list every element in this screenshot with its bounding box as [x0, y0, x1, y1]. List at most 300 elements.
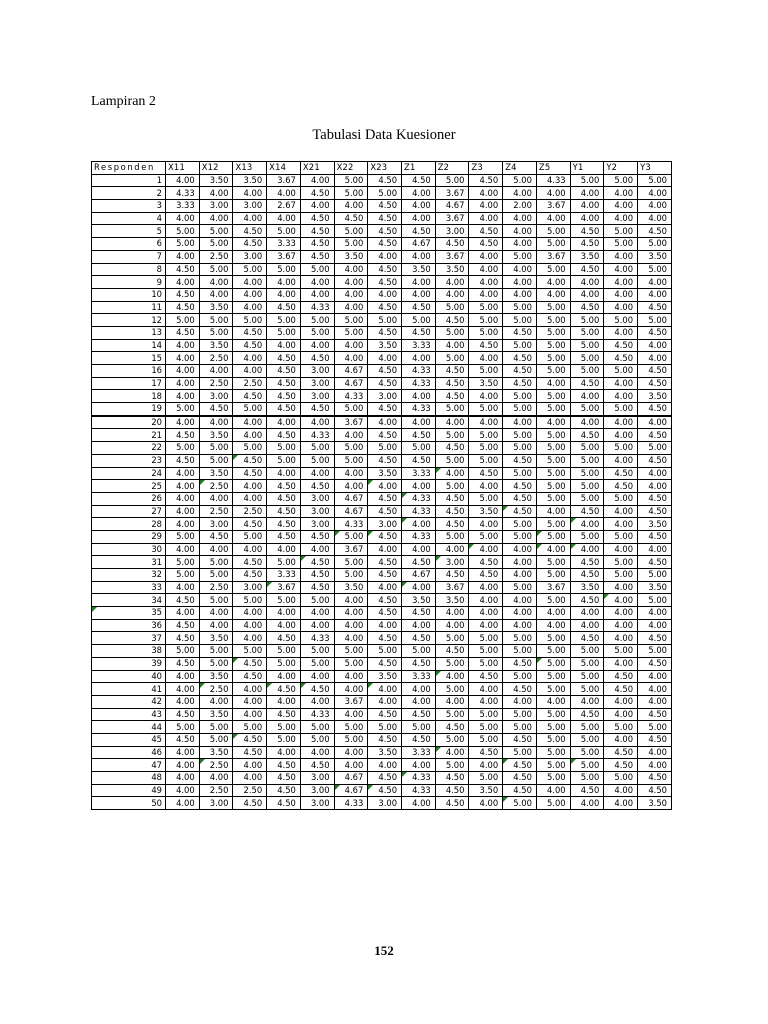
- cell-value: 4.50: [580, 378, 600, 389]
- cell-value: 4.50: [648, 708, 667, 719]
- cell-value: 4.00: [614, 632, 634, 643]
- score-cell: [199, 594, 233, 607]
- score-cell: [267, 416, 301, 429]
- score-cell: [536, 721, 570, 734]
- cell-value: 3.33: [412, 339, 431, 350]
- score-cell: [604, 530, 638, 543]
- respondent-number-cell: [92, 530, 166, 543]
- cell-value: 4.50: [614, 352, 634, 363]
- cell-value: 5.00: [513, 467, 532, 478]
- score-cell: [638, 607, 672, 620]
- cell-value: 5.00: [546, 238, 566, 249]
- cell-value: 4.50: [412, 301, 431, 312]
- cell-value: 4.50: [513, 505, 532, 516]
- score-cell: [570, 569, 604, 582]
- score-cell: [536, 619, 570, 632]
- score-cell: [503, 505, 537, 518]
- score-cell: [300, 326, 334, 339]
- cell-value: 4.00: [243, 632, 263, 643]
- cell-value: 5.00: [513, 645, 532, 656]
- cell-value: 3.50: [209, 175, 229, 186]
- score-cell: [638, 454, 672, 467]
- cell-value: 4.50: [243, 238, 263, 249]
- score-cell: [233, 225, 267, 238]
- cell-value: 4.50: [243, 746, 263, 757]
- score-cell: [199, 276, 233, 289]
- score-cell: [435, 492, 469, 505]
- cell-value: 4.00: [209, 289, 229, 300]
- score-cell: [300, 505, 334, 518]
- score-cell: [267, 225, 301, 238]
- score-cell: [166, 543, 200, 556]
- cell-value: 4.00: [412, 543, 431, 554]
- score-cell: [166, 377, 200, 390]
- cell-value: 4.50: [378, 556, 398, 567]
- cell-value: 4.50: [277, 759, 296, 770]
- cell-value: 4.00: [546, 607, 566, 618]
- cell-value: 4.00: [513, 263, 532, 274]
- score-cell: [233, 416, 267, 429]
- score-cell: [334, 797, 368, 810]
- cell-value: 2.50: [209, 582, 229, 593]
- cell-error-indicator-icon: [200, 480, 205, 485]
- score-cell: [267, 581, 301, 594]
- score-cell: [199, 429, 233, 442]
- cell-value: 1: [156, 175, 162, 186]
- cell-value: 5.00: [546, 225, 566, 236]
- cell-value: 4.00: [176, 276, 195, 287]
- cell-value: 5.00: [344, 314, 364, 325]
- cell-value: 4.00: [580, 276, 600, 287]
- cell-value: 4.00: [614, 594, 634, 605]
- score-cell: [469, 314, 503, 327]
- score-cell: [570, 556, 604, 569]
- cell-value: 5.00: [513, 582, 532, 593]
- cell-value: 4.00: [412, 518, 431, 529]
- score-cell: [503, 492, 537, 505]
- score-cell: [536, 403, 570, 416]
- score-cell: [199, 581, 233, 594]
- cell-value: 4.33: [176, 187, 195, 198]
- cell-value: 4.00: [176, 467, 195, 478]
- score-cell: [402, 556, 436, 569]
- score-cell: [166, 632, 200, 645]
- score-cell: [638, 530, 672, 543]
- score-cell: [233, 670, 267, 683]
- score-cell: [570, 250, 604, 263]
- table-row: [92, 594, 672, 607]
- score-cell: [199, 607, 233, 620]
- score-cell: [402, 594, 436, 607]
- cell-value: 5.00: [580, 746, 600, 757]
- cell-value: 4.00: [412, 187, 431, 198]
- cell-value: 4.50: [648, 531, 667, 542]
- cell-value: 3.00: [209, 518, 229, 529]
- cell-value: 3.50: [344, 251, 364, 262]
- cell-value: 4.00: [513, 696, 532, 707]
- score-cell: [233, 518, 267, 531]
- score-cell: [435, 200, 469, 213]
- cell-value: 4.50: [513, 759, 532, 770]
- cell-value: 4.00: [243, 696, 263, 707]
- cell-value: 4.00: [648, 187, 667, 198]
- score-cell: [503, 746, 537, 759]
- cell-value: 4.50: [445, 493, 465, 504]
- cell-value: 4.50: [445, 645, 465, 656]
- cell-value: 4.00: [479, 352, 499, 363]
- score-cell: [334, 238, 368, 251]
- cell-value: 3.67: [344, 417, 364, 428]
- score-cell: [402, 683, 436, 696]
- cell-value: 4.00: [546, 505, 566, 516]
- score-cell: [570, 314, 604, 327]
- score-cell: [334, 454, 368, 467]
- score-cell: [300, 492, 334, 505]
- score-cell: [435, 339, 469, 352]
- score-cell: [469, 212, 503, 225]
- cell-value: 4.00: [580, 607, 600, 618]
- score-cell: [402, 326, 436, 339]
- cell-value: 4.50: [648, 556, 667, 567]
- score-cell: [199, 530, 233, 543]
- score-cell: [402, 733, 436, 746]
- score-cell: [469, 377, 503, 390]
- respondent-number-cell: [92, 377, 166, 390]
- cell-value: 5.00: [479, 772, 499, 783]
- cell-value: 4.00: [176, 785, 195, 796]
- score-cell: [435, 632, 469, 645]
- score-cell: [300, 733, 334, 746]
- cell-value: 4.00: [378, 289, 398, 300]
- cell-value: 5.00: [648, 645, 667, 656]
- score-cell: [199, 569, 233, 582]
- cell-value: 36: [151, 620, 162, 631]
- score-cell: [536, 708, 570, 721]
- score-cell: [166, 746, 200, 759]
- score-cell: [267, 543, 301, 556]
- score-cell: [402, 390, 436, 403]
- cell-value: 5.00: [344, 238, 364, 249]
- score-cell: [435, 797, 469, 810]
- score-cell: [604, 454, 638, 467]
- cell-value: 5.00: [412, 314, 431, 325]
- respondent-number-cell: [92, 607, 166, 620]
- score-cell: [233, 645, 267, 658]
- cell-value: 4.00: [176, 582, 195, 593]
- cell-value: 4.00: [648, 543, 667, 554]
- cell-value: 5.00: [546, 263, 566, 274]
- cell-value: 5.00: [546, 734, 566, 745]
- score-cell: [536, 314, 570, 327]
- score-cell: [469, 454, 503, 467]
- score-cell: [402, 442, 436, 455]
- cell-value: 4.33: [412, 403, 431, 414]
- score-cell: [267, 263, 301, 276]
- cell-value: 4.00: [243, 607, 263, 618]
- cell-value: 5.00: [580, 467, 600, 478]
- cell-value: 4.50: [378, 505, 398, 516]
- score-cell: [638, 314, 672, 327]
- score-cell: [604, 683, 638, 696]
- cell-value: 4.50: [580, 263, 600, 274]
- score-cell: [570, 733, 604, 746]
- cell-value: 5.00: [344, 442, 364, 453]
- score-cell: [267, 518, 301, 531]
- score-cell: [536, 695, 570, 708]
- cell-value: 4.50: [445, 314, 465, 325]
- score-cell: [267, 569, 301, 582]
- score-cell: [469, 581, 503, 594]
- score-cell: [638, 594, 672, 607]
- cell-value: 4.50: [378, 429, 398, 440]
- score-cell: [570, 276, 604, 289]
- cell-value: 4.50: [445, 569, 465, 580]
- score-cell: [300, 746, 334, 759]
- cell-value: 4.67: [412, 238, 431, 249]
- score-cell: [604, 556, 638, 569]
- score-cell: [166, 492, 200, 505]
- cell-value: 4.00: [243, 365, 263, 376]
- score-cell: [402, 695, 436, 708]
- cell-value: 5.00: [277, 658, 296, 669]
- cell-value: 4.50: [176, 658, 195, 669]
- cell-value: 4.50: [378, 276, 398, 287]
- cell-value: 11: [151, 301, 162, 312]
- score-cell: [469, 772, 503, 785]
- cell-value: 33: [151, 582, 162, 593]
- cell-value: 4.00: [546, 378, 566, 389]
- cell-value: 4.00: [614, 785, 634, 796]
- cell-value: 5.00: [546, 339, 566, 350]
- score-cell: [334, 467, 368, 480]
- score-cell: [166, 670, 200, 683]
- cell-value: 5.00: [412, 645, 431, 656]
- cell-value: 4.50: [580, 594, 600, 605]
- score-cell: [604, 480, 638, 493]
- cell-value: 5.00: [580, 365, 600, 376]
- score-cell: [536, 759, 570, 772]
- score-cell: [435, 352, 469, 365]
- cell-value: 4.00: [412, 251, 431, 262]
- score-cell: [503, 200, 537, 213]
- score-cell: [570, 657, 604, 670]
- cell-value: 4.50: [344, 213, 364, 224]
- score-cell: [300, 619, 334, 632]
- score-cell: [199, 454, 233, 467]
- cell-value: 4.50: [378, 301, 398, 312]
- cell-value: 24: [151, 467, 162, 478]
- cell-value: 4.00: [277, 276, 296, 287]
- cell-value: 4.00: [614, 251, 634, 262]
- cell-value: 5.00: [580, 658, 600, 669]
- score-cell: [402, 429, 436, 442]
- cell-value: 4.50: [277, 531, 296, 542]
- cell-value: 5.00: [344, 327, 364, 338]
- score-cell: [267, 505, 301, 518]
- cell-value: 5.00: [209, 645, 229, 656]
- score-cell: [267, 288, 301, 301]
- cell-value: 5.00: [310, 314, 330, 325]
- cell-value: 20: [151, 417, 162, 428]
- score-cell: [402, 721, 436, 734]
- score-cell: [604, 619, 638, 632]
- cell-value: 5.00: [580, 455, 600, 466]
- score-cell: [233, 581, 267, 594]
- cell-value: 4.50: [445, 238, 465, 249]
- score-cell: [199, 695, 233, 708]
- score-cell: [503, 339, 537, 352]
- score-cell: [334, 212, 368, 225]
- score-cell: [604, 238, 638, 251]
- score-cell: [536, 326, 570, 339]
- score-cell: [503, 556, 537, 569]
- cell-value: 4.50: [378, 658, 398, 669]
- score-cell: [638, 543, 672, 556]
- cell-value: 4.67: [344, 772, 364, 783]
- cell-value: 3.50: [378, 670, 398, 681]
- cell-value: 4.00: [614, 658, 634, 669]
- cell-value: 4.00: [513, 569, 532, 580]
- cell-value: 5.00: [580, 670, 600, 681]
- score-cell: [300, 276, 334, 289]
- cell-value: 4.00: [344, 429, 364, 440]
- cell-error-indicator-icon: [436, 671, 441, 676]
- score-cell: [368, 276, 402, 289]
- score-cell: [267, 480, 301, 493]
- cell-value: 38: [151, 645, 162, 656]
- cell-value: 4.00: [176, 175, 195, 186]
- column-header-y1: Y1: [570, 162, 604, 175]
- score-cell: [469, 187, 503, 200]
- cell-value: 4.00: [243, 187, 263, 198]
- cell-value: 4.50: [513, 772, 532, 783]
- score-cell: [368, 301, 402, 314]
- score-cell: [469, 556, 503, 569]
- score-cell: [267, 467, 301, 480]
- cell-value: 4.50: [445, 505, 465, 516]
- cell-value: 3.50: [648, 390, 667, 401]
- score-cell: [402, 746, 436, 759]
- score-cell: [469, 784, 503, 797]
- score-cell: [469, 530, 503, 543]
- cell-value: 4.00: [479, 582, 499, 593]
- score-cell: [300, 301, 334, 314]
- cell-value: 4.00: [176, 797, 195, 808]
- cell-value: 4.00: [648, 696, 667, 707]
- respondent-number-cell: [92, 632, 166, 645]
- table-row: [92, 492, 672, 505]
- cell-value: 4.33: [412, 772, 431, 783]
- respondent-number-cell: [92, 326, 166, 339]
- respondent-number-cell: [92, 174, 166, 187]
- score-cell: [368, 721, 402, 734]
- score-cell: [199, 403, 233, 416]
- cell-value: 4.00: [378, 543, 398, 554]
- cell-value: 4.00: [648, 607, 667, 618]
- score-cell: [604, 467, 638, 480]
- respondent-number-cell: [92, 314, 166, 327]
- cell-value: 5.00: [580, 314, 600, 325]
- cell-value: 4.50: [176, 708, 195, 719]
- cell-value: 4.00: [176, 543, 195, 554]
- cell-value: 4.00: [344, 708, 364, 719]
- score-cell: [267, 314, 301, 327]
- cell-value: 5.00: [176, 721, 195, 732]
- score-cell: [334, 492, 368, 505]
- cell-value: 3.00: [310, 493, 330, 504]
- cell-value: 4.33: [310, 708, 330, 719]
- cell-value: 39: [151, 658, 162, 669]
- table-row: [92, 429, 672, 442]
- cell-value: 4.00: [479, 594, 499, 605]
- score-cell: [604, 250, 638, 263]
- score-cell: [300, 556, 334, 569]
- cell-value: 4.00: [479, 480, 499, 491]
- score-cell: [334, 695, 368, 708]
- score-cell: [604, 429, 638, 442]
- cell-value: 5.00: [546, 467, 566, 478]
- score-cell: [368, 238, 402, 251]
- score-cell: [402, 657, 436, 670]
- cell-value: 47: [151, 759, 162, 770]
- table-row: [92, 288, 672, 301]
- score-cell: [570, 695, 604, 708]
- cell-value: 4.50: [445, 797, 465, 808]
- cell-value: 2: [156, 187, 162, 198]
- score-cell: [334, 339, 368, 352]
- score-cell: [536, 352, 570, 365]
- cell-value: 3.50: [648, 518, 667, 529]
- cell-error-indicator-icon: [469, 544, 474, 549]
- cell-error-indicator-icon: [335, 531, 340, 536]
- cell-value: 4.00: [344, 289, 364, 300]
- respondent-number-cell: [92, 365, 166, 378]
- score-cell: [300, 632, 334, 645]
- score-cell: [199, 390, 233, 403]
- score-cell: [638, 733, 672, 746]
- score-cell: [503, 683, 537, 696]
- score-cell: [334, 403, 368, 416]
- score-cell: [233, 301, 267, 314]
- cell-value: 5.00: [614, 314, 634, 325]
- score-cell: [402, 314, 436, 327]
- cell-value: 3.67: [445, 582, 465, 593]
- cell-value: 3.50: [580, 251, 600, 262]
- score-cell: [638, 492, 672, 505]
- cell-value: 3.00: [445, 556, 465, 567]
- score-cell: [300, 657, 334, 670]
- cell-value: 4.00: [310, 289, 330, 300]
- cell-value: 4.00: [344, 480, 364, 491]
- score-cell: [469, 263, 503, 276]
- cell-value: 4.00: [344, 620, 364, 631]
- table-row: [92, 352, 672, 365]
- cell-value: 2.50: [243, 505, 263, 516]
- score-cell: [536, 556, 570, 569]
- cell-value: 4.00: [243, 213, 263, 224]
- cell-value: 21: [151, 429, 162, 440]
- score-cell: [402, 505, 436, 518]
- score-cell: [233, 276, 267, 289]
- cell-value: 41: [151, 683, 162, 694]
- respondent-number-cell: [92, 263, 166, 276]
- score-cell: [267, 683, 301, 696]
- score-cell: [638, 377, 672, 390]
- cell-value: 4.33: [412, 365, 431, 376]
- cell-value: 5.00: [412, 721, 431, 732]
- score-cell: [503, 759, 537, 772]
- score-cell: [166, 225, 200, 238]
